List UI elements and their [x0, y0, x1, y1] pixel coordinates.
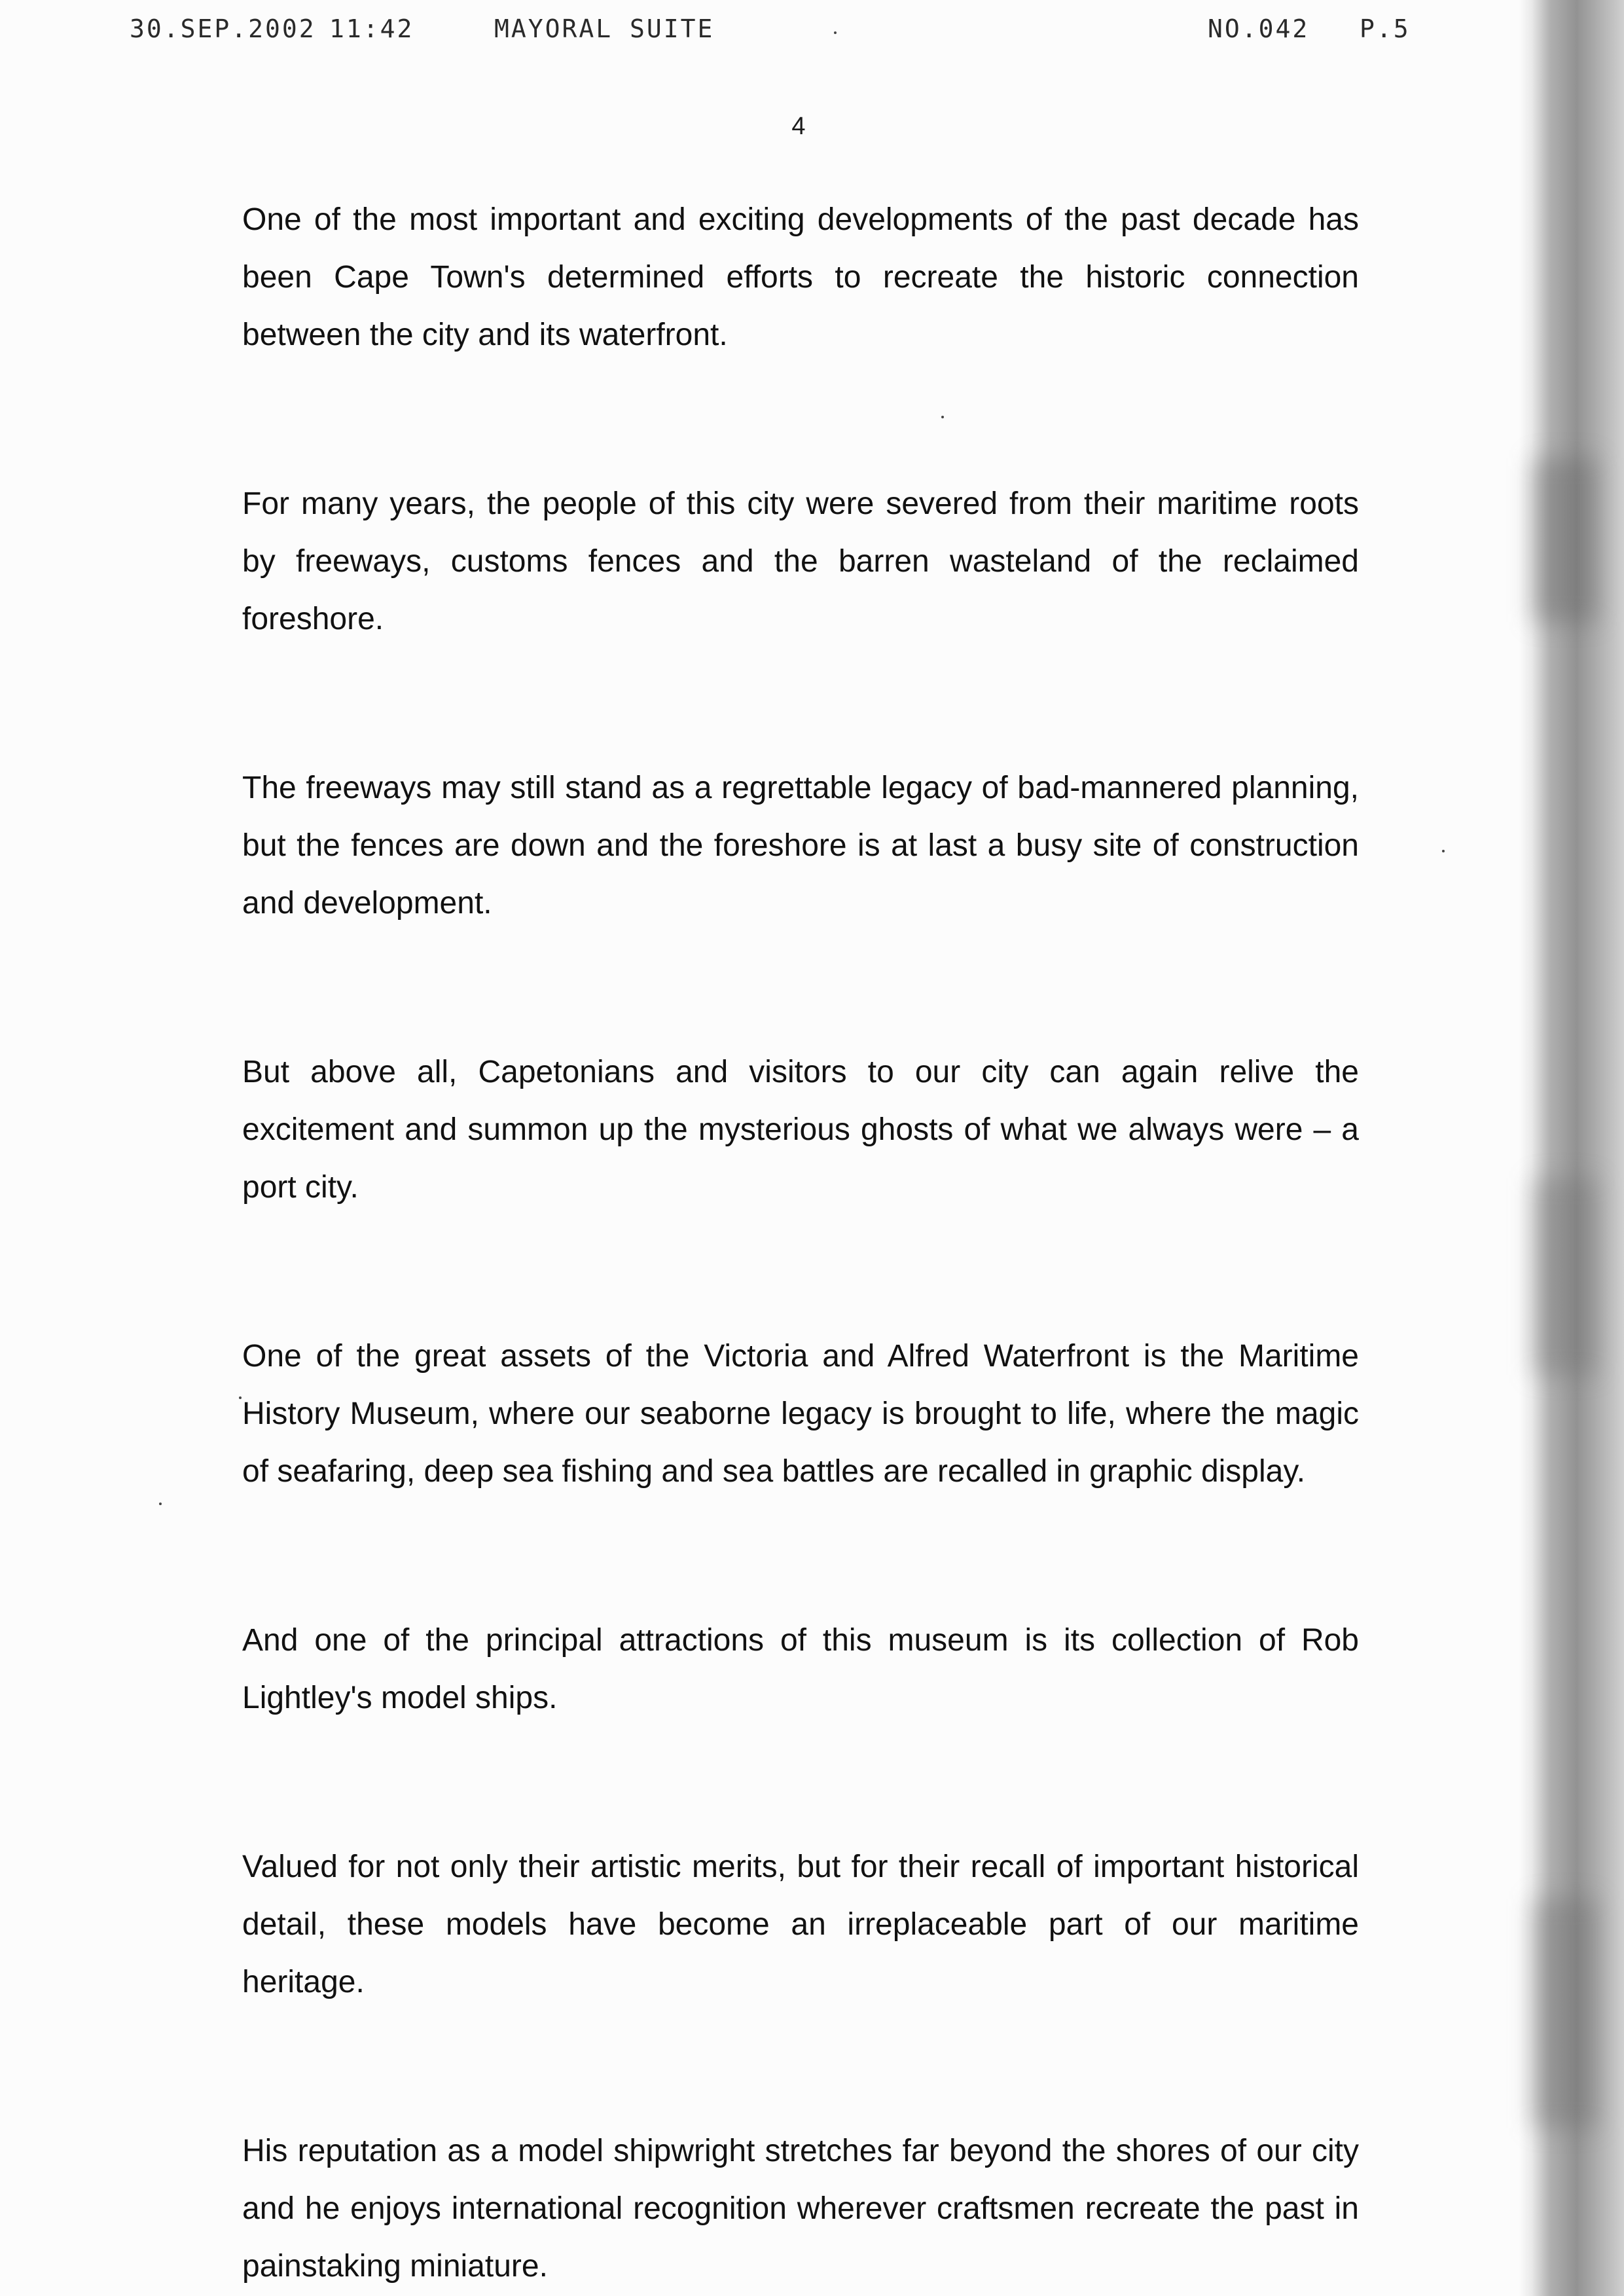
paragraph-1: One of the most important and exciting developments of the past decade has been Cape Town's determined efforts to recreate the historic connection between the city and its waterfront.	[242, 202, 1359, 352]
scanner-edge-mark	[1532, 458, 1597, 622]
fax-page: P.5	[1360, 14, 1411, 43]
paragraph-7: Valued for not only their artistic merits, but for their recall of important historical detail, these models have become an irreplaceable part of our maritime heritage.	[242, 1850, 1359, 1999]
fax-time: 11:42	[329, 14, 414, 43]
scan-speck	[941, 416, 944, 418]
paragraph-8: His reputation as a model shipwright stretches far beyond the shores of our city and he enjoys international recognition wherever craftsmen recreate the past in painstaking miniature.	[242, 2134, 1359, 2284]
fax-sender: MAYORAL SUITE	[494, 14, 715, 43]
fax-header	[0, 14, 1519, 54]
body-text	[242, 191, 1359, 2295]
paragraph-3: The freeways may still stand as a regrettable legacy of bad-mannered planning, but the fences are down and the foreshore is at last a busy site of construction and development.	[242, 771, 1359, 920]
paragraph-6: And one of the principal attractions of this museum is its collection of Rob Lightley's model ships.	[242, 1623, 1359, 1715]
scan-speck	[1442, 850, 1445, 852]
paragraph-2: For many years, the people of this city were severed from their maritime roots by freeways, customs fences and the barren wasteland of the reclaimed foreshore.	[242, 486, 1359, 636]
page-number: 4	[791, 113, 806, 140]
paragraph-4: But above all, Capetonians and visitors to our city can again relive the excitement and summon up the mysterious ghosts of what we always were – a port city.	[242, 1055, 1359, 1205]
scanner-edge-mark	[1532, 1178, 1597, 1375]
fax-number: NO.042	[1208, 14, 1310, 43]
scanner-edge-mark	[1532, 1899, 1597, 2128]
paragraph-5: One of the great assets of the Victoria and Alfred Waterfront is the Maritime History Museum, where our seaborne legacy is brought to life, where the magic of seafaring, deep sea fishing and sea battles are recalled in graphic display.	[242, 1339, 1359, 1489]
fax-date: 30.SEP.2002	[130, 14, 316, 43]
scan-speck	[159, 1503, 162, 1505]
scan-speck	[834, 31, 837, 34]
scan-speck	[239, 1396, 242, 1399]
